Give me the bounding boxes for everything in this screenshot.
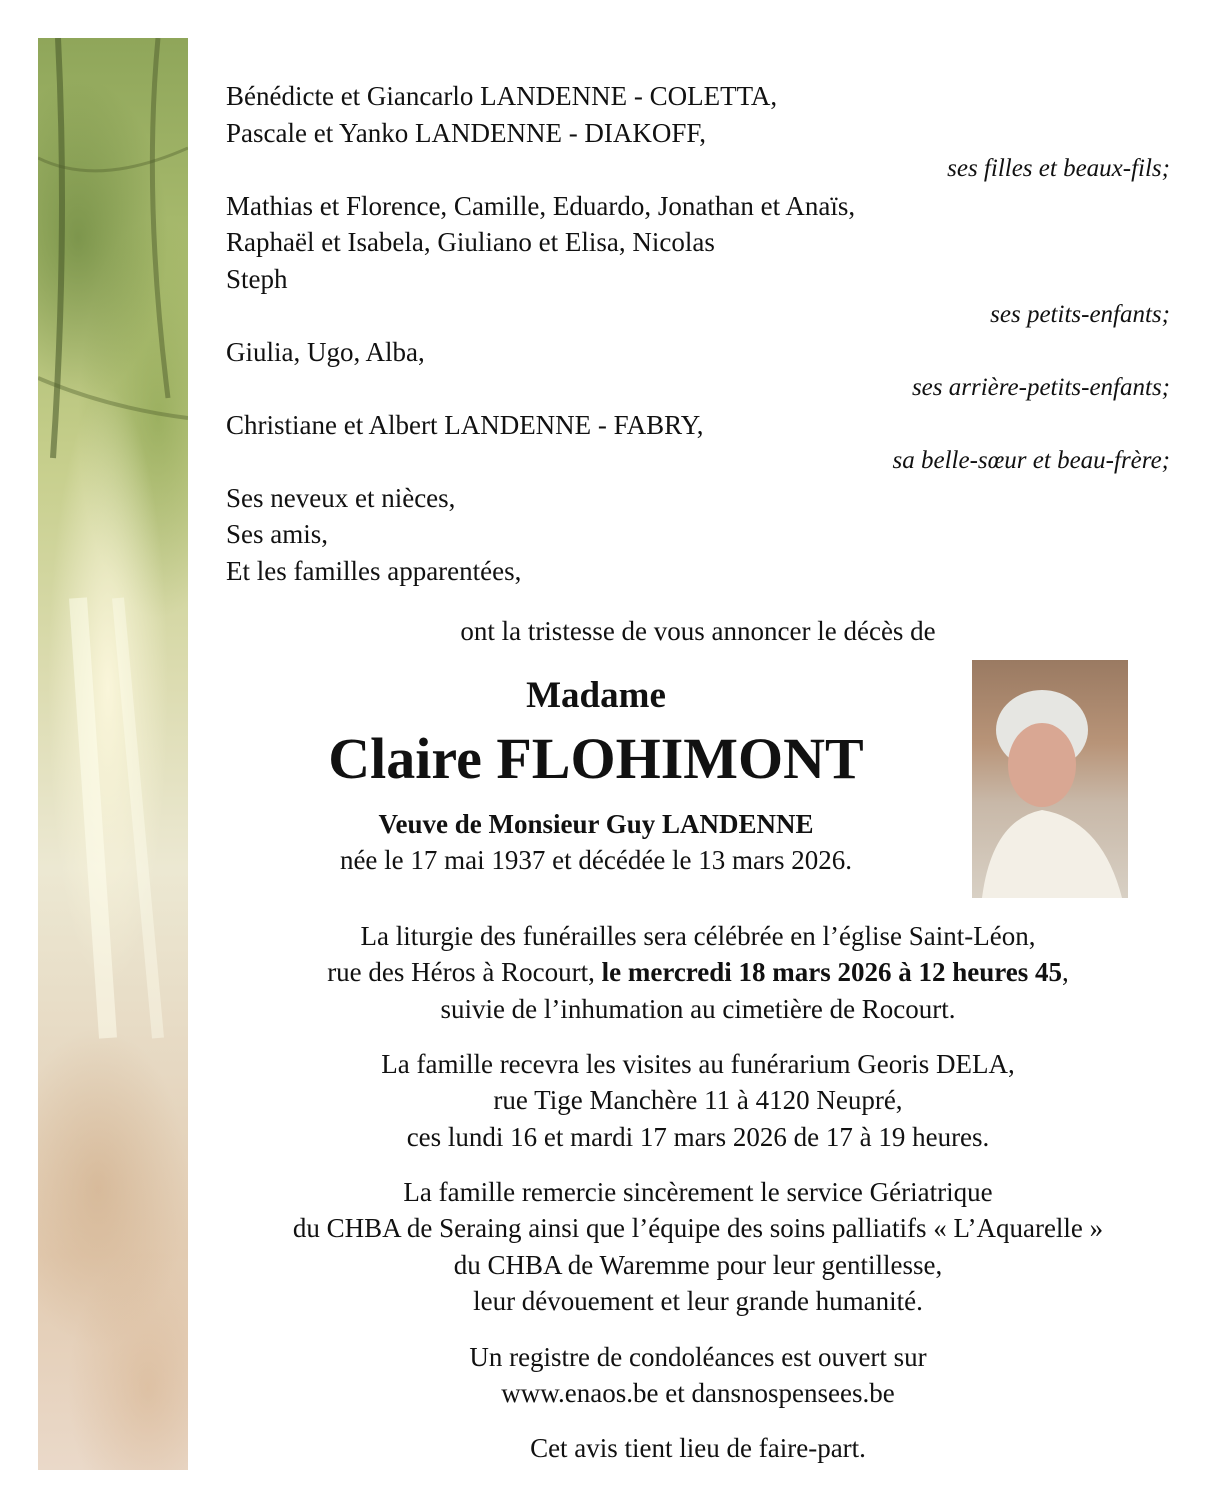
family-line: Raphaël et Isabela, Giuliano et Elisa, Nicolas bbox=[226, 227, 715, 257]
family-line: Ses neveux et nièces, bbox=[226, 482, 456, 513]
visits-line: rue Tige Manchère 11 à 4120 Neupré, bbox=[493, 1085, 903, 1115]
funeral-line: La liturgie des funérailles sera célébrée en l’église Saint-Léon, bbox=[360, 921, 1036, 951]
tree-branches-illustration bbox=[38, 38, 188, 1470]
relation-label: ses filles et beaux-fils; bbox=[947, 155, 1170, 182]
visits-line: La famille recevra les visites au funérarium Georis DELA, bbox=[381, 1049, 1015, 1079]
dates-line: née le 17 mai 1937 et décédée le 13 mars 2026. bbox=[339, 845, 853, 875]
family-line: Giulia, Ugo, Alba, bbox=[226, 336, 425, 367]
thanks-line: La famille remercie sincèrement le service Gériatrique bbox=[403, 1177, 993, 1207]
spouse-line: Veuve de Monsieur Guy LANDENNE bbox=[378, 809, 814, 839]
funeral-punct: , bbox=[1062, 957, 1069, 987]
thanks-line: du CHBA de Seraing ainsi que l’équipe des soins palliatifs « L’Aquarelle » bbox=[292, 1213, 1104, 1243]
family-line: Ses amis, bbox=[226, 519, 329, 549]
family-line: Mathias et Florence, Camille, Eduardo, Jonathan et Anaïs, bbox=[226, 190, 856, 221]
family-list bbox=[226, 78, 1170, 589]
relation-label: ses arrière-petits-enfants; bbox=[911, 374, 1170, 401]
funeral-date-line bbox=[226, 954, 1170, 991]
deceased-name: Claire FLOHIMONT bbox=[328, 726, 864, 791]
family-line: Et les familles apparentées, bbox=[226, 555, 522, 586]
portrait-photo bbox=[972, 660, 1128, 898]
register-line: Un registre de condoléances est ouvert sur bbox=[469, 1342, 927, 1372]
family-line: Steph bbox=[226, 263, 288, 294]
register-websites[interactable]: www.enaos.be et dansnospensees.be bbox=[501, 1378, 895, 1408]
family-line: Christiane et Albert LANDENNE - FABRY, bbox=[226, 409, 704, 440]
family-line: Bénédicte et Giancarlo LANDENNE - COLETTA, bbox=[226, 81, 778, 111]
relation-label: ses petits-enfants; bbox=[990, 301, 1170, 328]
thanks-line: du CHBA de Waremme pour leur gentillesse, bbox=[453, 1250, 943, 1280]
closing-line: Cet avis tient lieu de faire-part. bbox=[530, 1433, 866, 1463]
salutation: Madame bbox=[526, 675, 666, 716]
announcement-text: ont la tristesse de vous annoncer le décès de bbox=[460, 616, 936, 646]
family-line: Pascale et Yanko LANDENNE - DIAKOFF, bbox=[226, 117, 707, 148]
funeral-line: suivie de l’inhumation au cimetière de Rocourt. bbox=[440, 994, 956, 1024]
funeral-datetime: le mercredi 18 mars 2026 à 12 heures 45 bbox=[601, 957, 1063, 987]
funeral-location: rue des Héros à Rocourt, bbox=[327, 957, 602, 987]
forest-path-image bbox=[38, 38, 188, 1470]
thanks-line: leur dévouement et leur grande humanité. bbox=[473, 1286, 923, 1316]
relation-label: sa belle-sœur et beau-frère; bbox=[892, 447, 1170, 474]
visits-line: ces lundi 16 et mardi 17 mars 2026 de 17 à 19 heures. bbox=[406, 1122, 990, 1152]
